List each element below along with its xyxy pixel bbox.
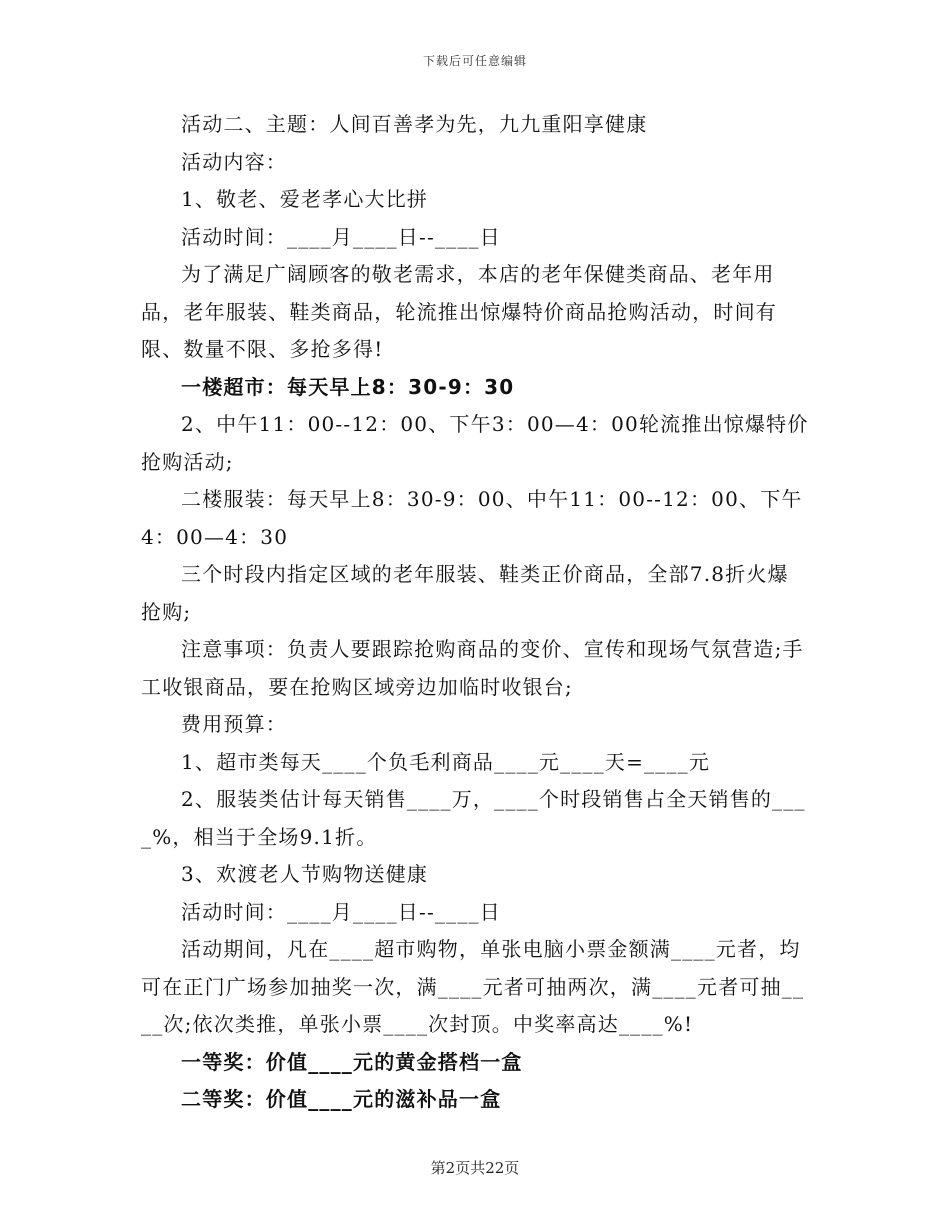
paragraph: 三个时段内指定区域的老年服装、鞋类正价商品，全部7.8折火爆抢购; xyxy=(141,562,789,624)
paragraph: 活动时间：____月____日--____日 xyxy=(181,899,501,924)
paragraph: 1、超市类每天____个负毛利商品____元____天=____元 xyxy=(181,749,711,774)
paragraph: 活动时间：____月____日--____日 xyxy=(181,224,501,249)
paragraph-bold: 一楼超市：每天早上8：30-9：30 xyxy=(181,374,515,399)
page-header: 下载后可任意编辑 xyxy=(422,54,527,68)
paragraph: 费用预算： xyxy=(181,712,287,736)
paragraph: 2、服装类估计每天销售____万，____个时段销售占全天销售的____%，相当于全场9.1折。 xyxy=(141,787,806,849)
paragraph: 活动二、主题：人间百善孝为先，九九重阳享健康 xyxy=(181,112,648,136)
paragraph: 1、敬老、爱老孝心大比拼 xyxy=(181,187,429,211)
paragraph-bold: 一等奖：价值____元的黄金搭档一盒 xyxy=(181,1049,523,1074)
paragraph-bold: 二等奖：价值____元的滋补品一盒 xyxy=(181,1087,502,1111)
page-footer: 第2页共22页 xyxy=(430,1159,520,1177)
paragraph: 3、欢渡老人节购物送健康 xyxy=(181,862,429,886)
paragraph: 注意事项：负责人要跟踪抢购商品的变价、宣传和现场气氛营造;手工收银商品，要在抢购区域旁边加临时收银台; xyxy=(141,637,804,699)
document-body xyxy=(141,106,809,1119)
paragraph: 2、中午11：00--12：00、下午3：00—4：00轮流推出惊爆特价抢购活动; xyxy=(141,412,809,474)
paragraph: 二楼服装：每天早上8：30-9：00、中午11：00--12：00、下午4：00—4：30 xyxy=(141,487,803,549)
paragraph: 为了满足广阔顾客的敬老需求，本店的老年保健类商品、老年用品，老年服装、鞋类商品，轮流推出惊爆特价商品抢购活动，时间有限、数量不限、多抢多得! xyxy=(141,262,777,361)
paragraph: 活动期间，凡在____超市购物，单张电脑小票金额满____元者，均可在正门广场参加抽奖一次，满____元者可抽两次，满____元者可抽____次;依次类推，单张小票____次封顶。中奖率高达____%! xyxy=(141,937,805,1036)
paragraph: 活动内容： xyxy=(181,149,287,174)
